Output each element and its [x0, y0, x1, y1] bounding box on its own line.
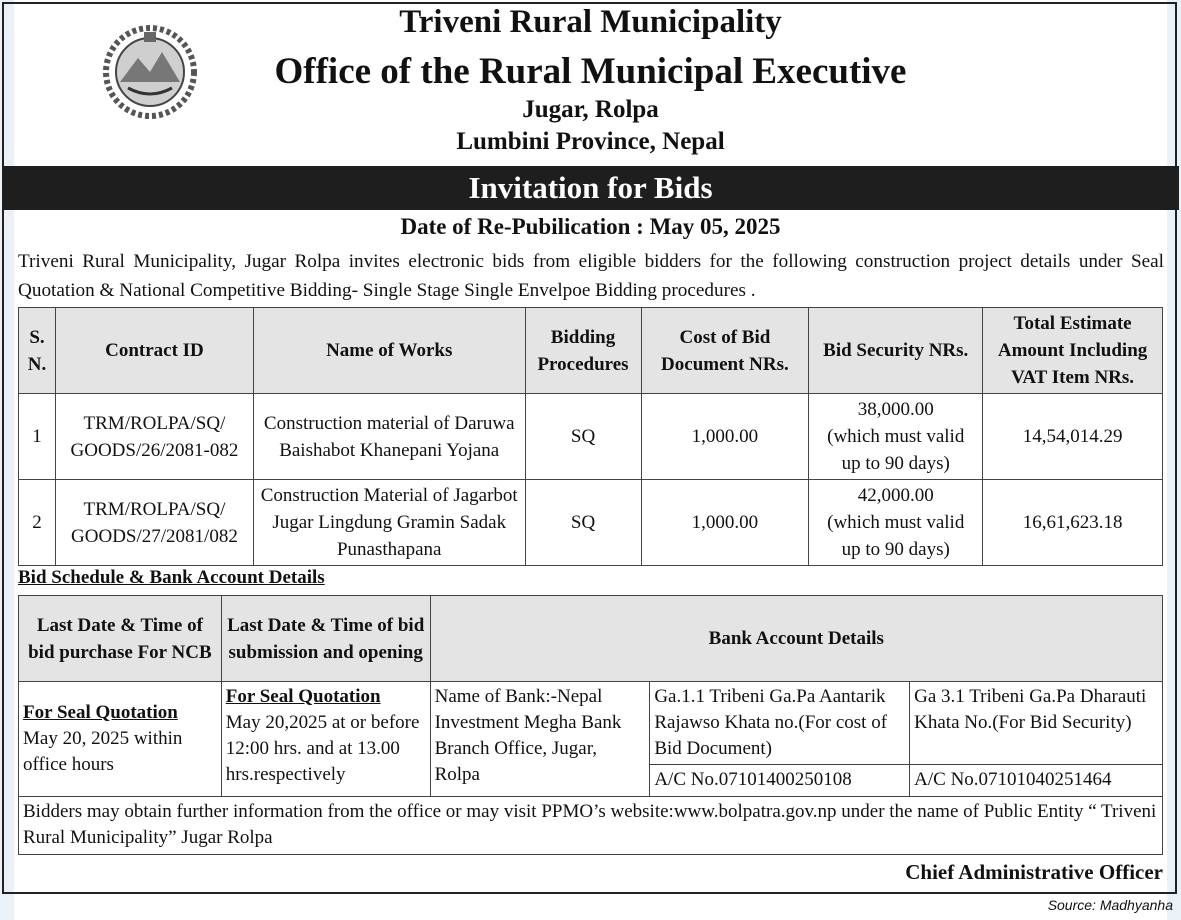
col-header-total-estimate: Total Estimate Amount Including VAT Item NRs.	[983, 308, 1163, 394]
cell-total-estimate: 14,54,014.29	[983, 394, 1163, 480]
schedule-title: Bid Schedule & Bank Account Details	[18, 567, 325, 588]
security-line: (which must valid	[827, 512, 965, 533]
purchase-label: For Seal Quotation	[23, 702, 178, 723]
bids-table-header-row	[19, 308, 1163, 394]
col-header-sn: S. N.	[19, 308, 56, 394]
schedule-header-row	[19, 596, 1163, 682]
invitation-banner: Invitation for Bids	[2, 166, 1179, 210]
cell-total-estimate: 16,61,623.18	[983, 480, 1163, 566]
col-header-cost-of-bid-document: Cost of Bid Document NRs.	[641, 308, 809, 394]
schedule-row	[19, 682, 1163, 765]
cell-footer-info: Bidders may obtain further information from the office or may visit PPMO’s website:www.bolpatra.gov.np under the name of Public Entity “ Triveni Rural Municipality” Jugar Rolpa	[19, 797, 1163, 855]
source-credit: Source: Madhyanha	[1047, 897, 1173, 913]
works-line: Baishabot Khanepani Yojana	[279, 439, 500, 461]
contract-id-line: TRM/ROLPA/SQ/	[83, 498, 226, 520]
submission-text: May 20,2025 at or before 12:00 hrs. and at 13.00 hrs.respectively	[225, 712, 420, 785]
cell-bid-security	[809, 480, 983, 566]
col-header-bank-details: Bank Account Details	[430, 596, 1162, 682]
security-line: up to 90 days)	[841, 539, 950, 560]
cell-bid-security	[809, 394, 983, 480]
cell-bank-name: Name of Bank:-Nepal Investment Megha Bank Branch Office, Jugar, Rolpa	[430, 682, 650, 797]
security-line: (which must valid	[827, 426, 965, 447]
office-name: Office of the Rural Municipal Executive	[274, 51, 907, 92]
bids-table	[18, 307, 1163, 566]
signatory: Chief Administrative Officer	[905, 860, 1163, 884]
republication-date: Date of Re-Pubilication : May 05, 2025	[400, 214, 781, 239]
cell-purchase	[19, 682, 222, 797]
cell-submission	[221, 682, 430, 797]
submission-label: For Seal Quotation	[225, 686, 381, 707]
purchase-text: May 20, 2025 within office hours	[23, 728, 183, 775]
schedule-table	[18, 595, 1163, 855]
col-header-name-of-works: Name of Works	[253, 308, 525, 394]
cell-cost: 1,000.00	[641, 394, 809, 480]
contract-id-line: TRM/ROLPA/SQ/	[83, 412, 226, 434]
cell-sn: 1	[19, 394, 56, 480]
col-header-submission: Last Date & Time of bid submission and opening	[221, 596, 430, 682]
cell-account1-no: A/C No.07101400250108	[650, 765, 910, 797]
cell-account2-desc: Ga 3.1 Tribeni Ga.Pa Dharauti Khata No.(For Bid Security)	[910, 682, 1163, 765]
municipality-name: Triveni Rural Municipality	[399, 4, 782, 40]
col-header-purchase: Last Date & Time of bid purchase For NCB	[19, 596, 222, 682]
works-line: Punasthapana	[336, 539, 442, 560]
contract-id-line: GOODS/27/2081/082	[71, 525, 238, 547]
cell-account2-no: A/C No.07101040251464	[910, 765, 1163, 797]
security-line: up to 90 days)	[841, 453, 950, 474]
table-row	[19, 394, 1163, 480]
cell-account1-desc: Ga.1.1 Tribeni Ga.Pa Aantarik Rajawso Khata no.(For cost of Bid Document)	[650, 682, 910, 765]
intro-paragraph: Triveni Rural Municipality, Jugar Rolpa invites electronic bids from eligible bidders for the following construction project details under Seal Quotation & National Competitive Bidding- Single Stage Single Envelpoe Bidding procedures .	[18, 251, 1164, 301]
security-line: 42,000.00	[857, 485, 934, 506]
contract-id-line: GOODS/26/2081-082	[70, 439, 239, 461]
security-line: 38,000.00	[857, 399, 934, 420]
works-line: Construction material of Daruwa	[263, 412, 515, 434]
cell-cost: 1,000.00	[641, 480, 809, 566]
works-line: Construction Material of Jagarbot	[260, 485, 518, 506]
cell-name-of-works	[253, 480, 525, 566]
col-header-bid-security: Bid Security NRs.	[809, 308, 983, 394]
cell-procedure: SQ	[525, 394, 641, 480]
cell-name-of-works	[253, 394, 525, 480]
address-line: Jugar, Rolpa	[522, 96, 659, 123]
cell-contract-id	[55, 480, 253, 566]
cell-sn: 2	[19, 480, 56, 566]
table-row	[19, 480, 1163, 566]
cell-contract-id	[55, 394, 253, 480]
cell-procedure: SQ	[525, 480, 641, 566]
col-header-contract-id: Contract ID	[55, 308, 253, 394]
col-header-bidding-procedures: Bidding Procedures	[525, 308, 641, 394]
works-line: Jugar Lingdung Gramin Sadak	[272, 512, 507, 533]
province-line: Lumbini Province, Nepal	[456, 128, 725, 155]
schedule-footer-row	[19, 797, 1163, 855]
